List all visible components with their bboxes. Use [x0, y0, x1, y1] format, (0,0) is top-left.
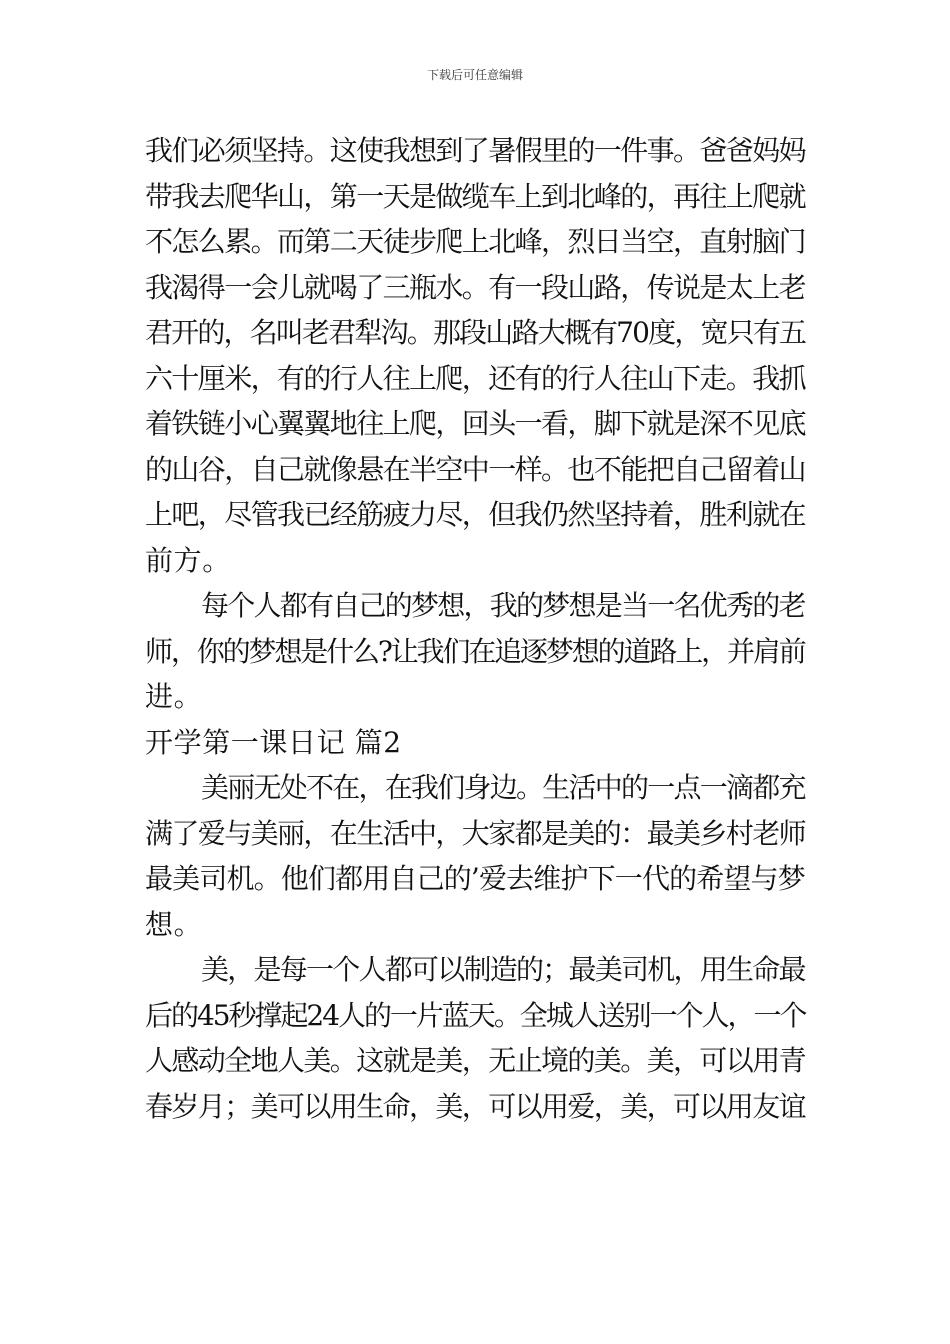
text-line: 美丽无处不在，在我们身边。生活中的一点一滴都充 — [201, 771, 805, 804]
text-line: 我们必须坚持。这使我想到了暑假里的一件事。爸爸妈妈 — [145, 134, 806, 167]
text-line: 美，是每一个人都可以制造的；最美司机，用生命最 — [201, 953, 805, 986]
document-body — [145, 128, 807, 1129]
text-line: 后的45秒撑起24人的一片蓝天。全城人送别一个人，一个 — [145, 998, 806, 1032]
text-line: 满了爱与美丽，在生活中，大家都是美的：最美乡村老师 — [145, 816, 806, 850]
text-line: 六十厘米，有的行人往上爬，还有的行人往山下走。我抓 — [145, 361, 806, 395]
text-line: 人感动全地人美。这就是美，无止境的美。美，可以用青 — [145, 1044, 806, 1077]
text-line: 我渴得一会儿就喝了三瓶水。有一段山路，传说是太上老 — [145, 270, 806, 304]
text-line: 前方。 — [145, 543, 231, 577]
text-line: 师，你的梦想是什么?让我们在追逐梦想的道路上，并肩前 — [145, 634, 805, 668]
text-line: 开学第一课日记 篇2 — [145, 725, 402, 759]
text-line: 不怎么累。而第二天徒步爬上北峰，烈日当空，直射脑门 — [145, 225, 806, 258]
text-line: 的山谷，自己就像悬在半空中一样。也不能把自己留着山 — [145, 452, 806, 486]
text-line: 着铁链小心翼翼地往上爬，回头一看，脚下就是深不见底 — [145, 407, 806, 440]
text-line: 君开的，名叫老君犁沟。那段山路大概有70度，宽只有五 — [145, 316, 806, 349]
text-line: 最美司机。他们都用自己的’爱去维护下一代的希望与梦 — [145, 862, 805, 895]
text-line: 每个人都有自己的梦想，我的梦想是当一名优秀的老 — [201, 589, 805, 622]
text-line: 上吧，尽管我已经筋疲力尽，但我仍然坚持着，胜利就在 — [145, 498, 806, 531]
text-line: 进。 — [145, 680, 203, 713]
text-line: 春岁月；美可以用生命，美，可以用爱，美，可以用友谊 — [145, 1089, 806, 1123]
text-line: 带我去爬华山，第一天是做缆车上到北峰的，再往上爬就 — [145, 179, 806, 213]
page-header: 下载后可任意编辑 — [426, 68, 523, 82]
text-line: 想。 — [145, 907, 203, 941]
